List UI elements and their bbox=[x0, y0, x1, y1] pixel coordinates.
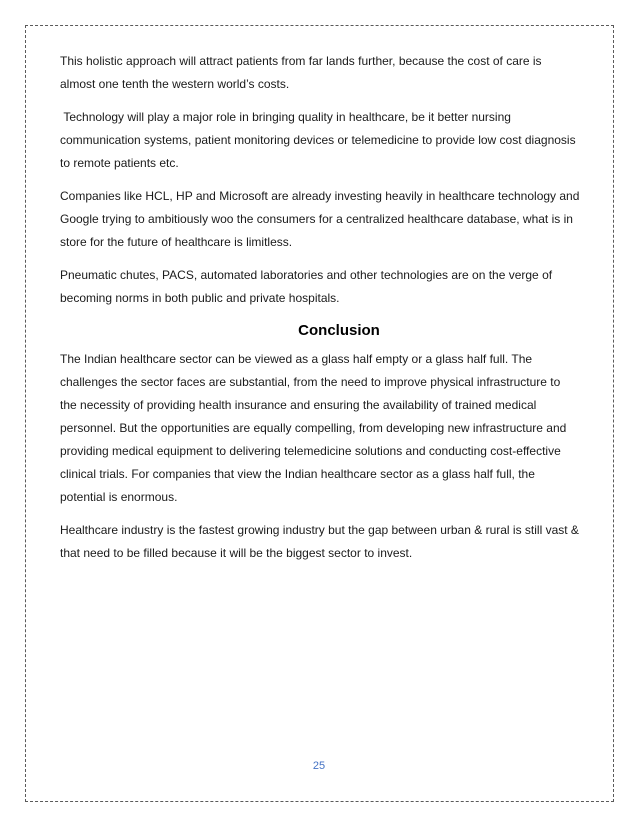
paragraph-holistic-approach: This holistic approach will attract patients from far lands further, because the cost of care is almost one tenth the western world’s costs. bbox=[60, 54, 542, 91]
page-number: 25 bbox=[312, 760, 326, 772]
paragraph-technology: Technology will play a major role in bringing quality in healthcare, be it better nursing communication systems, patient monitoring devices or telemedicine to provide low cost diagnosis to remote patients etc. bbox=[60, 110, 579, 170]
paragraph-companies: Companies like HCL, HP and Microsoft are already investing heavily in healthcare technology and Google trying to ambitiously woo the consumers for a centralized healthcare database, what is in store for the future of healthcare is limitless. bbox=[60, 189, 580, 249]
conclusion-heading: Conclusion bbox=[298, 322, 380, 339]
paragraph-indian-healthcare: The Indian healthcare sector can be viewed as a glass half empty or a glass half full. The challenges the sector faces are substantial, from the need to improve physical infrastructure to the necessity of providing health insurance and ensuring the availability of trained medical personnel. But the opportunities are equally compelling, from developing new infrastructure and providing medical equipment to delivering telemedicine solutions and conducting cost-effective clinical trials. For companies that view the Indian healthcare sector as a glass half full, the potential is enormous. bbox=[60, 352, 567, 504]
paragraph-pneumatic-chutes: Pneumatic chutes, PACS, automated laboratories and other technologies are on the verge of becoming norms in both public and private hospitals. bbox=[60, 268, 553, 305]
page-content bbox=[60, 50, 580, 575]
paragraph-healthcare-industry: Healthcare industry is the fastest growing industry but the gap between urban & rural is still vast & that need to be filled because it will be the biggest sector to invest. bbox=[60, 523, 579, 560]
